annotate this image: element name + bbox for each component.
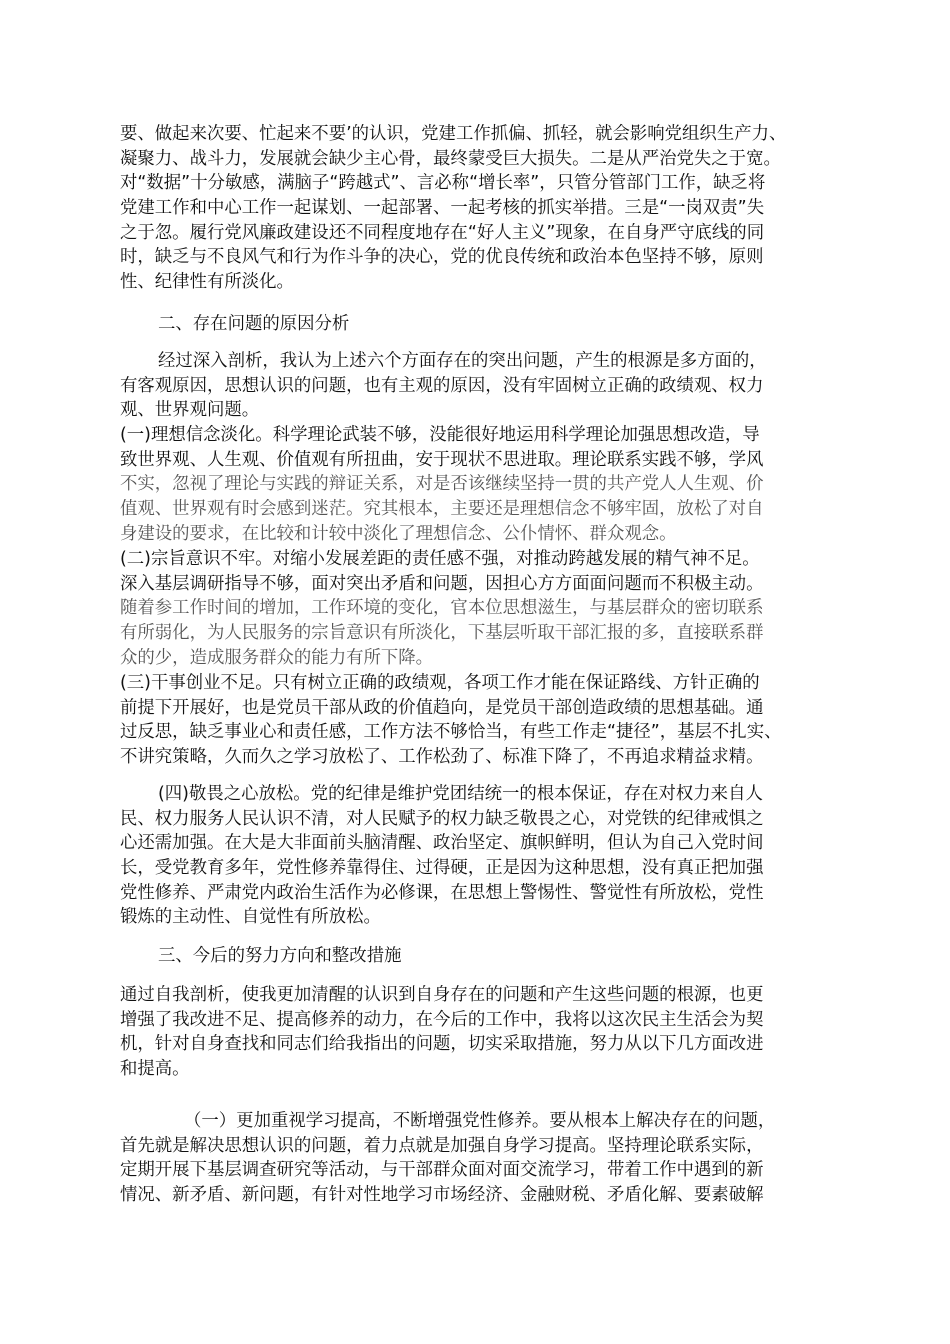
text-line: 有客观原因，思想认识的问题，也有主观的原因，没有牢固树立正确的政绩观、权力 xyxy=(120,375,764,396)
paragraph-study-improvement xyxy=(120,1109,838,1208)
text-line: 和提高。 xyxy=(120,1059,190,1080)
text-line: (四)敬畏之心放松。党的纪律是维护党团结统一的根本保证，存在对权力来自人 xyxy=(158,784,763,804)
text-line: 前提下开展好，也是党员干部从政的价值趋向，是党员干部创造政绩的思想基础。通 xyxy=(120,697,764,718)
text-line: 性、纪律性有所淡化。 xyxy=(120,272,294,293)
paragraph-cause-intro xyxy=(120,349,838,423)
text-line: 民、权力服务人民认识不清，对人民赋予的权力缺乏敬畏之心，对党铁的纪律戒惧之 xyxy=(120,808,764,829)
text-line: (二)宗旨意识不牢。对缩小发展差距的责任感不强，对推动跨越发展的精气神不足。 xyxy=(120,549,760,569)
text-line: (一)理想信念淡化。科学理论武装不够，没能很好地运用科学理论加强思想改造，导 xyxy=(120,425,760,445)
text-line: 过反思，缺乏事业心和责任感，工作方法不够恰当，有些工作走“捷径”，基层不扎实、 xyxy=(120,722,782,743)
text-line: 随着参工作时间的增加，工作环境的变化，官本位思想滋生，与基层群众的密切联系 xyxy=(120,598,764,619)
text-line: 致世界观、人生观、价值观有所扭曲，安于现状不思进取。理论联系实践不够，学风 xyxy=(120,449,764,470)
paragraph-purpose-awareness xyxy=(120,547,838,670)
text-line: 观、世界观问题。 xyxy=(120,400,260,421)
text-line: 定期开展下基层调查研究等活动，与干部群众面对面交流学习，带着工作中遇到的新 xyxy=(120,1160,764,1181)
text-line: 党建工作和中心工作一起谋划、一起部署、一起考核的抓实举措。三是“一岗双责”失 xyxy=(120,198,765,219)
text-line: 要、做起来次要、忙起来不要’的认识，党建工作抓偏、抓轻，就会影响党组织生产力、 xyxy=(120,124,787,144)
text-line: 经过深入剖析，我认为上述六个方面存在的突出问题，产生的根源是多方面的， xyxy=(158,351,767,371)
text-line: 有所弱化，为人民服务的宗旨意识有所淡化，下基层听取干部汇报的多，直接联系群 xyxy=(120,623,764,644)
paragraph-ideals-faith xyxy=(120,423,838,546)
text-line: 时，缺乏与不良风气和行为作斗争的决心，党的优良传统和政治本色坚持不够，原则 xyxy=(120,247,764,268)
text-line: 对“数据”十分敏感，满脑子“跨越式”、言必称“增长率”，只管分管部门工作，缺乏将 xyxy=(120,173,766,194)
text-line: (三)干事创业不足。只有树立正确的政绩观，各项工作才能在保证路线、方针正确的 xyxy=(120,673,760,693)
text-line: 锻炼的主动性、自觉性有所放松。 xyxy=(120,907,381,928)
section-heading-cause-analysis: 二、存在问题的原因分析 xyxy=(158,314,350,334)
section-heading-rectification: 三、今后的努力方向和整改措施 xyxy=(158,946,402,966)
paragraph-reverence xyxy=(120,782,838,930)
paragraph-self-analysis xyxy=(120,983,838,1082)
text-line: 值观、世界观有时会感到迷茫。究其根本，主要还是理想信念不够牢固，放松了对自 xyxy=(120,499,764,520)
text-line: 增强了我改进不足、提高修养的动力，在今后的工作中，我将以这次民主生活会为契 xyxy=(120,1009,764,1030)
text-line: 党性修养、严肃党内政治生活作为必修课，在思想上警惕性、警觉性有所放松，党性 xyxy=(120,882,764,903)
text-line: 情况、新矛盾、新问题，有针对性地学习市场经济、金融财税、矛盾化解、要素破解 xyxy=(120,1185,764,1206)
paragraph-entrepreneurship xyxy=(120,671,838,770)
text-line: 不讲究策略，久而久之学习放松了、工作松劲了、标准下降了，不再追求精益求精。 xyxy=(120,747,764,768)
text-line: （一）更加重视学习提高，不断增强党性修养。要从根本上解决存在的问题， xyxy=(184,1111,776,1131)
text-line: 长，受党教育多年，党性修养靠得住、过得硬，正是因为这种思想，没有真正把加强 xyxy=(120,858,764,879)
text-line: 深入基层调研指导不够，面对突出矛盾和问题，因担心方方面面问题而不积极主动。 xyxy=(120,573,764,594)
text-line: 首先就是解决思想认识的问题，着力点就是加强自身学习提高。坚持理论联系实际， xyxy=(120,1135,764,1156)
text-line: 凝聚力、战斗力，发展就会缺少主心骨，最终蒙受巨大损失。二是从严治党失之于宽。 xyxy=(120,148,781,169)
text-line: 不实，忽视了理论与实践的辩证关系，对是否该继续坚持一贯的共产党人人生观、价 xyxy=(120,474,764,495)
text-line: 机，针对自身查找和同志们给我指出的问题，切实采取措施，努力从以下几方面改进 xyxy=(120,1034,764,1055)
text-line: 通过自我剖析，使我更加清醒的认识到自身存在的问题和产生这些问题的根源，也更 xyxy=(120,985,764,1005)
text-line: 心还需加强。在大是大非面前头脑清醒、政治坚定、旗帜鲜明，但认为自己入党时间 xyxy=(120,833,764,854)
paragraph-party-building-problems xyxy=(120,122,838,295)
text-line: 众的少，造成服务群众的能力有所下降。 xyxy=(120,647,434,668)
text-line: 之于忽。履行党风廉政建设还不同程度地存在“好人主义”现象，在自身严守底线的同 xyxy=(120,222,765,243)
text-line: 身建设的要求，在比较和计较中淡化了理想信念、公仆情怀、群众观念。 xyxy=(120,523,677,544)
